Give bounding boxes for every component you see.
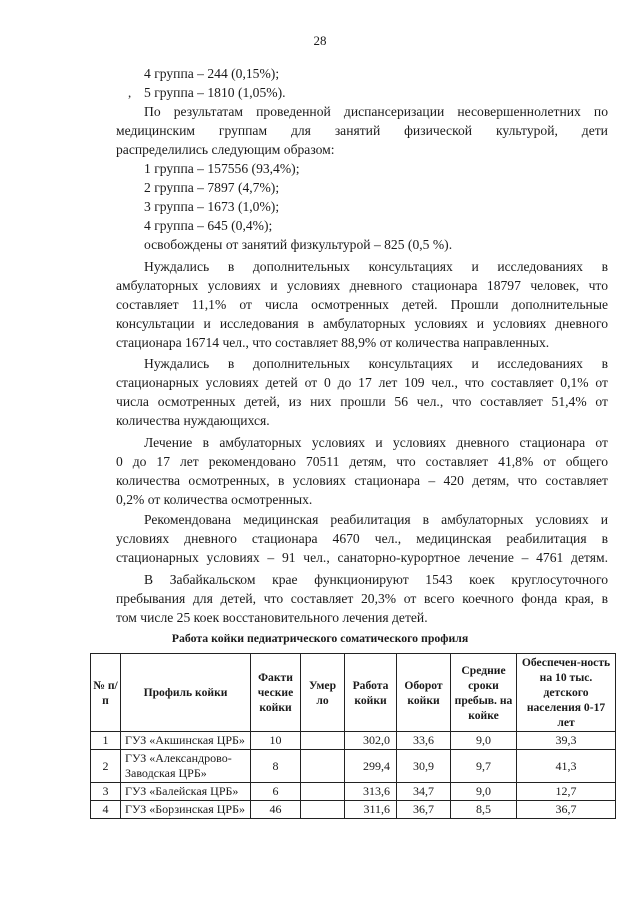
table-row — [91, 783, 616, 801]
table-cell: 46 — [251, 801, 301, 819]
table-cell: 311,6 — [345, 801, 397, 819]
text-line: распределились следующим образом: — [116, 142, 335, 157]
paragraph-line-spaced — [116, 121, 608, 140]
page-number: 28 — [313, 33, 327, 48]
paragraph-line: амбулаторных условиях и условиях дневного стационара 18797 человек, что — [116, 278, 608, 293]
table-cell: 9,0 — [451, 783, 517, 801]
group-line: 3 группа – 1673 (1,0%); — [144, 199, 280, 214]
table-cell: 36,7 — [397, 801, 451, 819]
header-cell: Средние сроки пребыв. на койке — [451, 654, 517, 732]
paragraph-line: консультации и исследования в амбулаторных условиях и условиях дневного — [116, 316, 608, 331]
table-cell: 36,7 — [517, 801, 616, 819]
table-cell: 41,3 — [517, 750, 616, 783]
table-cell: 4 — [91, 801, 121, 819]
margin-mark: , — [128, 85, 132, 100]
header-cell: Факти ческие койки — [251, 654, 301, 732]
paragraph-line: Рекомендована медицинская реабилитация в амбулаторных условиях и — [144, 512, 608, 527]
paragraph-line: 0 до 17 лет рекомендовано 70511 детям, что составляет 41,8% от общего — [116, 454, 608, 469]
paragraph-line: Нуждались в дополнительных консультациях и исследованиях в — [144, 259, 608, 274]
word: физической — [404, 123, 473, 138]
table-cell: ГУЗ «Акшинская ЦРБ» — [121, 732, 251, 750]
word: для — [290, 123, 311, 138]
paragraph-line: стационарных условиях – 91 чел., санаторно-курортное лечение – 4761 детям. — [116, 550, 608, 565]
table-cell: 299,4 — [345, 750, 397, 783]
paragraph-line: По результатам проведенной диспансеризации несовершеннолетних по — [144, 104, 608, 119]
paragraph-line: пребывания для детей, что составляет 20,3% от всего коечного фонда края, в — [116, 591, 608, 606]
header-cell: Работа койки — [345, 654, 397, 732]
paragraph-line: 0,2% от количества осмотренных. — [116, 492, 313, 507]
word: занятий — [334, 123, 381, 138]
table-cell — [301, 732, 345, 750]
table-cell: 8,5 — [451, 801, 517, 819]
paragraph-line: стационара 16714 чел., что составляет 88,9% от количества направленных. — [116, 335, 550, 350]
group-line: 2 группа – 7897 (4,7%); — [144, 180, 280, 195]
table-row — [91, 750, 616, 783]
word: дети — [581, 123, 608, 138]
header-cell: № п/п — [91, 654, 121, 732]
paragraph-line: количества осмотренных, в условиях стационара – 420 детям, что составляет — [116, 473, 608, 488]
group-line: освобождены от занятий физкультурой – 825 (0,5 %). — [144, 237, 453, 252]
paragraph-line: В Забайкальском крае функционируют 1543 коек круглосуточного — [144, 572, 608, 587]
table-cell: 302,0 — [345, 732, 397, 750]
group-line: 4 группа – 645 (0,4%); — [144, 218, 273, 233]
group-line: 1 группа – 157556 (93,4%); — [144, 161, 300, 176]
header-cell: Оборот койки — [397, 654, 451, 732]
paragraph-line: числа осмотренных детей, из них прошли 56 чел., что составляет 51,4% от — [116, 394, 608, 409]
word: медицинским — [116, 123, 195, 138]
header-cell: Обеспечен-ность на 10 тыс. детского населения 0-17 лет — [517, 654, 616, 732]
paragraph-line: том числе 25 коек восстановительного лечения детей. — [116, 610, 428, 625]
table-row — [91, 801, 616, 819]
paragraph-line: составляет 11,1% от числа осмотренных детей. Прошли дополнительные — [116, 297, 608, 312]
table-cell — [301, 801, 345, 819]
table-cell: 313,6 — [345, 783, 397, 801]
table-cell: 9,7 — [451, 750, 517, 783]
table-cell — [301, 783, 345, 801]
table-cell: 6 — [251, 783, 301, 801]
table-cell: 39,3 — [517, 732, 616, 750]
header-cell: Профиль койки — [121, 654, 251, 732]
table-cell: 3 — [91, 783, 121, 801]
table-title: Работа койки педиатрического соматического профиля — [171, 631, 469, 645]
table-cell: 1 — [91, 732, 121, 750]
table-cell: ГУЗ «Борзинская ЦРБ» — [121, 801, 251, 819]
paragraph-line: количества нуждающихся. — [116, 413, 270, 428]
table-cell: 10 — [251, 732, 301, 750]
table-cell: ГУЗ «Балейская ЦРБ» — [121, 783, 251, 801]
table-cell: 12,7 — [517, 783, 616, 801]
paragraph-line: условиях дневного стационара 4670 чел., медицинская реабилитация в — [116, 531, 608, 546]
table-cell — [301, 750, 345, 783]
bed-profile-table — [90, 653, 616, 819]
paragraph-line: Нуждались в дополнительных консультациях и исследованиях в — [144, 356, 608, 371]
table-cell: 30,9 — [397, 750, 451, 783]
table-cell: 8 — [251, 750, 301, 783]
table-row — [91, 732, 616, 750]
word: культурой, — [495, 123, 558, 138]
paragraph-line: стационарных условиях детей от 0 до 17 лет 109 чел., что составляет 0,1% от — [116, 375, 608, 390]
text-line: 4 группа – 244 (0,15%); — [144, 66, 280, 81]
paragraph-line: Лечение в амбулаторных условиях и условиях дневного стационара от — [144, 435, 608, 450]
table-header-row — [91, 654, 616, 732]
header-cell: Умер ло — [301, 654, 345, 732]
table-cell: 2 — [91, 750, 121, 783]
table-cell: 9,0 — [451, 732, 517, 750]
table-cell: 34,7 — [397, 783, 451, 801]
table-cell: ГУЗ «Александрово-Заводская ЦРБ» — [121, 750, 251, 783]
text-line: 5 группа – 1810 (1,05%). — [144, 85, 286, 100]
table-cell: 33,6 — [397, 732, 451, 750]
word: группам — [218, 123, 268, 138]
